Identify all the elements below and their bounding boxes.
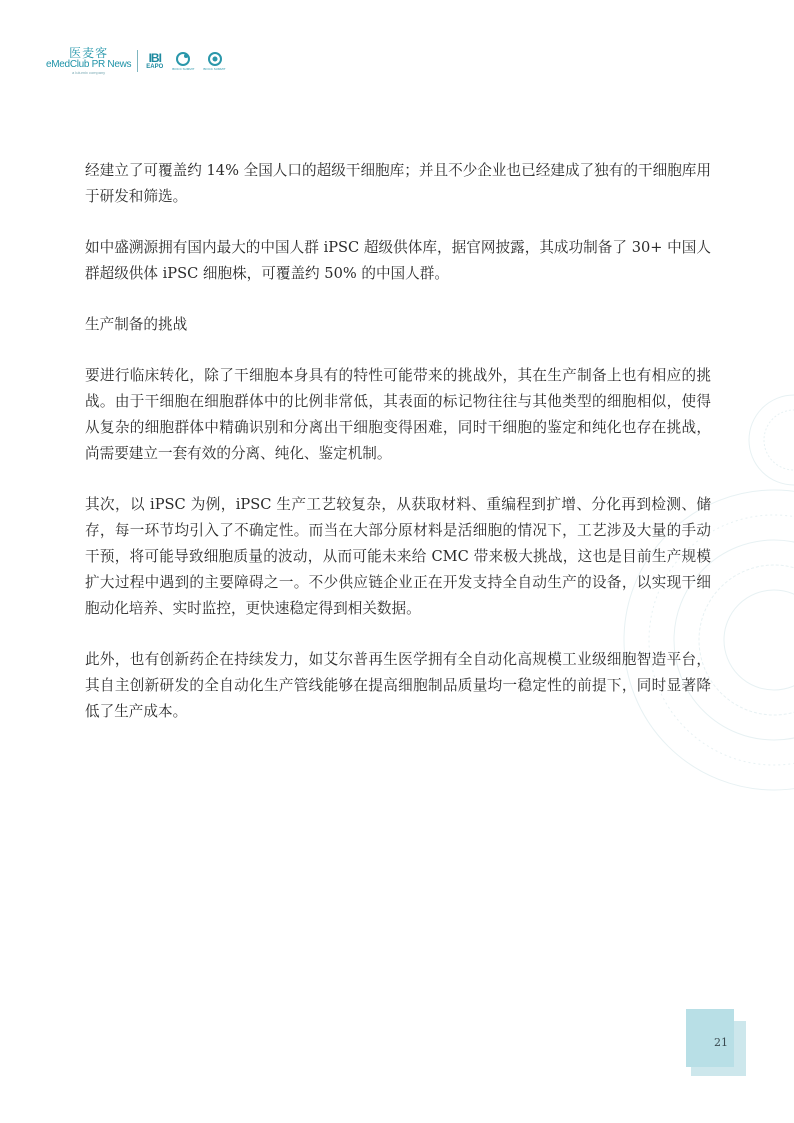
brand-sub: a lulumix company: [72, 70, 106, 75]
section-heading: 生产制备的挑战: [85, 316, 188, 333]
logo-divider: [137, 50, 138, 72]
page-number: 21: [714, 1036, 728, 1049]
emedclub-logo: [46, 47, 131, 75]
paragraph: 其次，以 iPSC 为例，iPSC 生产工艺较复杂，从获取材料、重编程到扩增、分化再到检测、储存，每一环节均引入了不确定性。而当在大部分原材料是活细胞的情况下，工艺涉及大量的手动干预，将可能导致细胞质量的波动，从而可能未来给 CMC 带来极大挑战，这也是目前生产规模扩大过程中遇到的主要障碍之一。不少供应链企业正在开发支持全自动生产的设备，以实现干细胞动化培养、实时监控，更快速稳定得到相关数据。: [85, 496, 711, 617]
brand-cn: 医麦客: [69, 46, 109, 60]
paragraph: 此外，也有创新药企在持续发力，如艾尔普再生医学拥有全自动化高规模工业级细胞智造平台，其自主创新研发的全自动化生产管线能够在提高细胞制品质量均一稳定性的前提下，同时显著降低了生产成本。: [85, 651, 711, 720]
brand-en: eMedClub PR News: [46, 59, 132, 70]
summit-1-icon: [176, 52, 190, 66]
ibi-logo: [146, 52, 163, 70]
ibi-top: IBI: [148, 51, 161, 65]
header-logos: [46, 46, 226, 76]
paragraph: 如中盛溯源拥有国内最大的中国人群 iPSC 超级供体库，据官网披露，其成功制备了 30+ 中国人群超级供体 iPSC 细胞株，可覆盖约 50% 的中国人群。: [85, 239, 711, 282]
summit-2-icon: [208, 52, 222, 66]
summit-label-1: BIOCC SUMMIT: [172, 66, 195, 71]
paragraph: 经建立了可覆盖约 14% 全国人口的超级干细胞库；并且不少企业也已经建成了独有的干细胞库用于研发和筛选。: [85, 162, 711, 205]
paragraph: 要进行临床转化，除了干细胞本身具有的特性可能带来的挑战外，其在生产制备上也有相应的挑战。由于干细胞在细胞群体中的比例非常低，其表面的标记物往往与其他类型的细胞相似，使得从复杂的细胞群体中精确识别和分离出干细胞变得困难，同时干细胞的鉴定和纯化也存在挑战，尚需要建立一套有效的分离、纯化、鉴定机制。: [85, 367, 711, 462]
ibi-bottom: EAPO: [146, 64, 164, 70]
summit-label-2: BIOCC SUMMIT: [203, 66, 226, 71]
summit-logo-2: [203, 52, 225, 71]
article-body: [85, 158, 711, 750]
summit-logo-1: [172, 52, 194, 71]
